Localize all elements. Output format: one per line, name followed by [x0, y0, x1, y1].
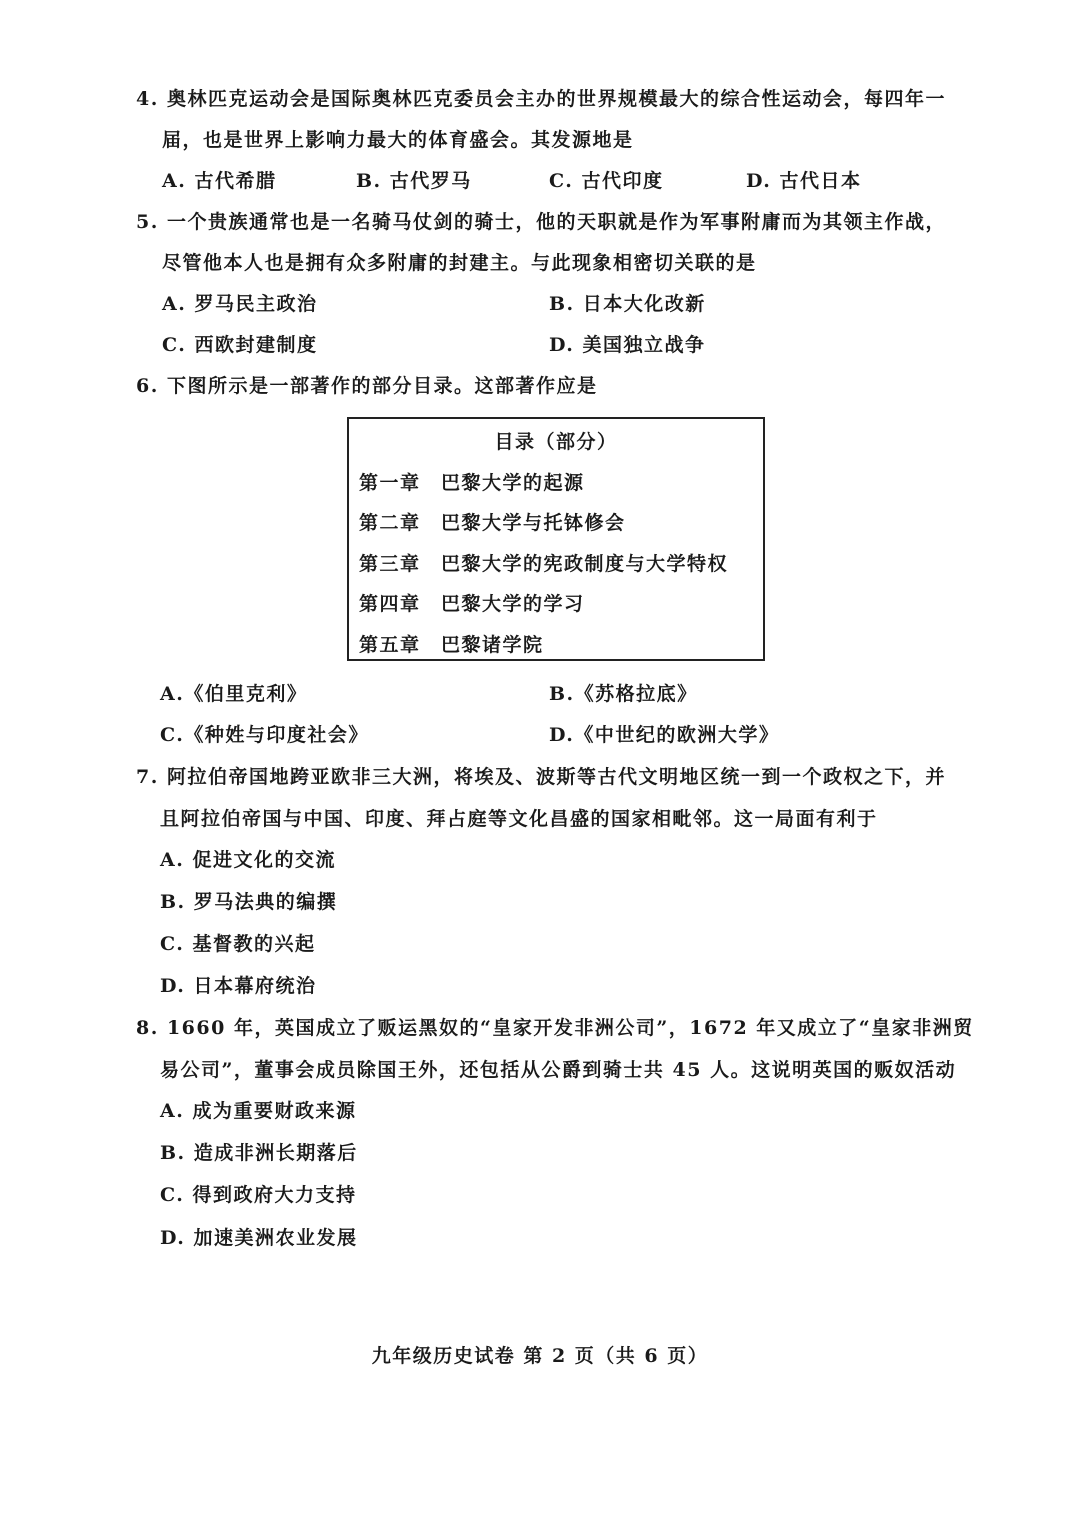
q4-option-a: A. 古代希腊 — [162, 170, 277, 192]
q4-option-b: B. 古代罗马 — [356, 170, 472, 192]
q7-stem-line1: 7. 阿拉伯帝国地跨亚欧非三大洲，将埃及、波斯等古代文明地区统一到一个政权之下，并 — [136, 766, 946, 788]
q6-option-c: C.《种姓与印度社会》 — [160, 724, 369, 746]
toc-text: 巴黎大学的学习 — [441, 593, 585, 615]
toc-chapter: 第一章 — [359, 472, 421, 494]
q4-option-d: D. 古代日本 — [746, 170, 862, 192]
q8-option-c: C. 得到政府大力支持 — [160, 1184, 357, 1206]
q6-option-a: A.《伯里克利》 — [160, 683, 308, 705]
q7-option-c: C. 基督教的兴起 — [160, 933, 316, 955]
q8-option-b: B. 造成非洲长期落后 — [160, 1142, 358, 1164]
toc-row — [359, 510, 626, 536]
toc-row — [359, 632, 544, 658]
toc-text: 巴黎大学与托钵修会 — [441, 512, 626, 534]
toc-chapter: 第二章 — [359, 512, 421, 534]
q8-option-a: A. 成为重要财政来源 — [160, 1100, 357, 1122]
toc-box — [347, 417, 765, 661]
q8-stem-line2: 易公司”，董事会成员除国王外，还包括从公爵到骑士共 45 人。这说明英国的贩奴活动 — [160, 1059, 957, 1081]
toc-chapter: 第四章 — [359, 593, 421, 615]
toc-chapter: 第五章 — [359, 634, 421, 656]
q6-stem-line1: 6. 下图所示是一部著作的部分目录。这部著作应是 — [136, 375, 598, 397]
q5-option-b: B. 日本大化改新 — [549, 293, 706, 315]
q6-option-d: D.《中世纪的欧洲大学》 — [549, 724, 780, 746]
q5-option-c: C. 西欧封建制度 — [162, 334, 318, 356]
toc-text: 巴黎诸学院 — [441, 634, 544, 656]
q6-option-b: B.《苏格拉底》 — [549, 683, 698, 705]
q8-option-d: D. 加速美洲农业发展 — [160, 1227, 358, 1249]
q8-stem-line1: 8. 1660 年，英国成立了贩运黑奴的“皇家开发非洲公司”，1672 年又成立了“皇家非洲贸 — [136, 1017, 974, 1039]
q5-stem-line1: 5. 一个贵族通常也是一名骑马仗剑的骑士，他的天职就是作为军事附庸而为其领主作战， — [136, 211, 946, 233]
q5-stem-line2: 尽管他本人也是拥有众多附庸的封建主。与此现象相密切关联的是 — [162, 252, 757, 274]
q7-stem-line2: 且阿拉伯帝国与中国、印度、拜占庭等文化昌盛的国家相毗邻。这一局面有利于 — [160, 808, 878, 830]
toc-text: 巴黎大学的起源 — [441, 472, 585, 494]
q7-option-a: A. 促进文化的交流 — [160, 849, 336, 871]
q7-option-d: D. 日本幕府统治 — [160, 975, 317, 997]
q4-stem-line2: 届，也是世界上影响力最大的体育盛会。其发源地是 — [162, 129, 634, 151]
toc-row — [359, 551, 728, 577]
q4-option-c: C. 古代印度 — [549, 170, 664, 192]
toc-text: 巴黎大学的宪政制度与大学特权 — [441, 553, 729, 575]
toc-row — [359, 591, 585, 617]
q5-option-a: A. 罗马民主政治 — [162, 293, 318, 315]
q5-option-d: D. 美国独立战争 — [549, 334, 706, 356]
toc-title: 目录（部分） — [494, 431, 618, 453]
q4-stem-line1: 4. 奥林匹克运动会是国际奥林匹克委员会主办的世界规模最大的综合性运动会，每四年一 — [136, 88, 946, 110]
toc-row — [359, 470, 585, 496]
toc-chapter: 第三章 — [359, 553, 421, 575]
q7-option-b: B. 罗马法典的编撰 — [160, 891, 338, 913]
page-footer: 九年级历史试卷 第 2 页（共 6 页） — [371, 1345, 709, 1367]
